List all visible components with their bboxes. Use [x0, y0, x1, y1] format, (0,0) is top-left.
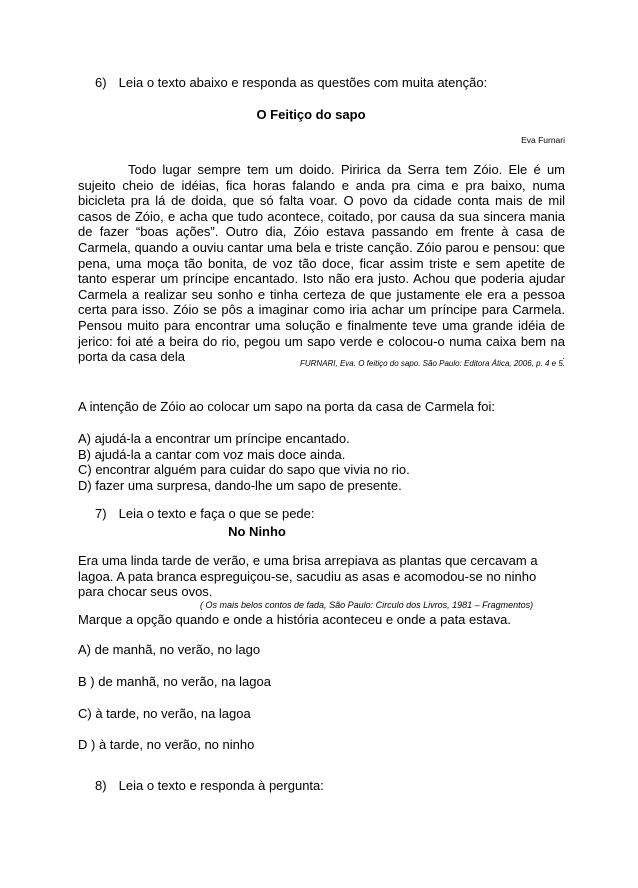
q6-author: Eva Furnari — [521, 135, 565, 145]
q6-options — [78, 431, 410, 493]
q7-story-title: No Ninho — [228, 524, 286, 539]
q6-option-c[interactable]: C) encontrar alguém para cuidar do sapo que vivia no rio. — [78, 462, 410, 477]
q6-story-first-line: Todo lugar sempre tem um doido. Piririca da Serra tem Zóio. Ele é um — [128, 162, 565, 177]
q6-instruction: Leia o texto abaixo e responda as questões com muita atenção: — [118, 75, 488, 90]
q6-option-a[interactable]: A) ajudá-la a encontrar um príncipe encantado. — [78, 431, 350, 446]
q7-option-a[interactable]: A) de manhã, no verão, no lago — [78, 642, 261, 657]
q8-number: 8) — [95, 778, 107, 793]
q6-story-text — [78, 162, 565, 365]
q6-story-rest: sujeito cheio de idéias, fica horas falando e anda pra cima e pra baixo, numa bicicleta pra lá de doida, que só falta voar. O povo da cidade conta mais de mil casos de Zóio, e acha que tudo acontece, coitado, por causa da sua sincera mania de fazer “boas ações”. Outro dia, Zóio estava passando em frente à casa de Carmela, quando a ouviu cantar uma bela e triste canção. Zóio parou e pensou: que pena, uma moça tão bonita, de voz tão doce, ficar assim triste e sem apetite de tanto esperar um príncipe encantado. Isto não era justo. Achou que poderia ajudar Carmela a realizar seu sonho e tinha certeza de que justamente ele era a pessoa certa para isso. Zóio se pôs a imaginar como iria achar um príncipe para Carmela. Pensou muito para encontrar uma solução e finalmente teve uma grande idéia de jerico: foi até a beira do rio, pegou um sapo verde e colocou-o numa caixa bem na porta da casa dela — [78, 177, 565, 365]
q6-story-title: O Feitiço do sapo — [256, 107, 366, 122]
q7-heading — [95, 506, 315, 521]
q7-option-b[interactable]: B ) de manhã, no verão, na lagoa — [78, 674, 271, 689]
q7-source: ( Os mais belos contos de fada, São Paulo: Circulo dos Livros, 1981 – Fragmentos) — [200, 600, 534, 610]
q7-number: 7) — [95, 506, 107, 521]
q6-heading — [95, 75, 487, 90]
q6-source: FURNARI, Eva. O feitiço do sapo. São Paulo: Editora Ática, 2006, p. 4 e 5. — [299, 359, 565, 368]
q6-option-b[interactable]: B) ajudá-la a cantar com voz mais doce ainda. — [78, 446, 346, 462]
q8-instruction: Leia o texto e responda à pergunta: — [118, 778, 324, 793]
q7-instruction: Leia o texto e faça o que se pede: — [118, 506, 315, 521]
q6-number: 6) — [95, 75, 107, 90]
q7-question: Marque a opção quando e onde a história aconteceu e onde a pata estava. — [78, 612, 511, 627]
q6-dot: . — [562, 351, 565, 361]
q6-option-d[interactable]: D) fazer uma surpresa, dando-lhe um sapo de presente. — [78, 477, 402, 493]
q7-story-text: Era uma linda tarde de verão, e uma brisa arrepiava as plantas que cercavam a lagoa. A pata branca espreguiçou-se, sacudiu as asas e acomodou-se no ninho para chocar seus ovos. — [78, 553, 538, 600]
q6-question: A intenção de Zóio ao colocar um sapo na porta da casa de Carmela foi: — [78, 399, 495, 414]
q8-heading — [95, 778, 324, 793]
q7-option-c[interactable]: C) à tarde, no verão, na lagoa — [78, 706, 251, 721]
q7-option-d[interactable]: D ) à tarde, no verão, no ninho — [78, 737, 255, 752]
